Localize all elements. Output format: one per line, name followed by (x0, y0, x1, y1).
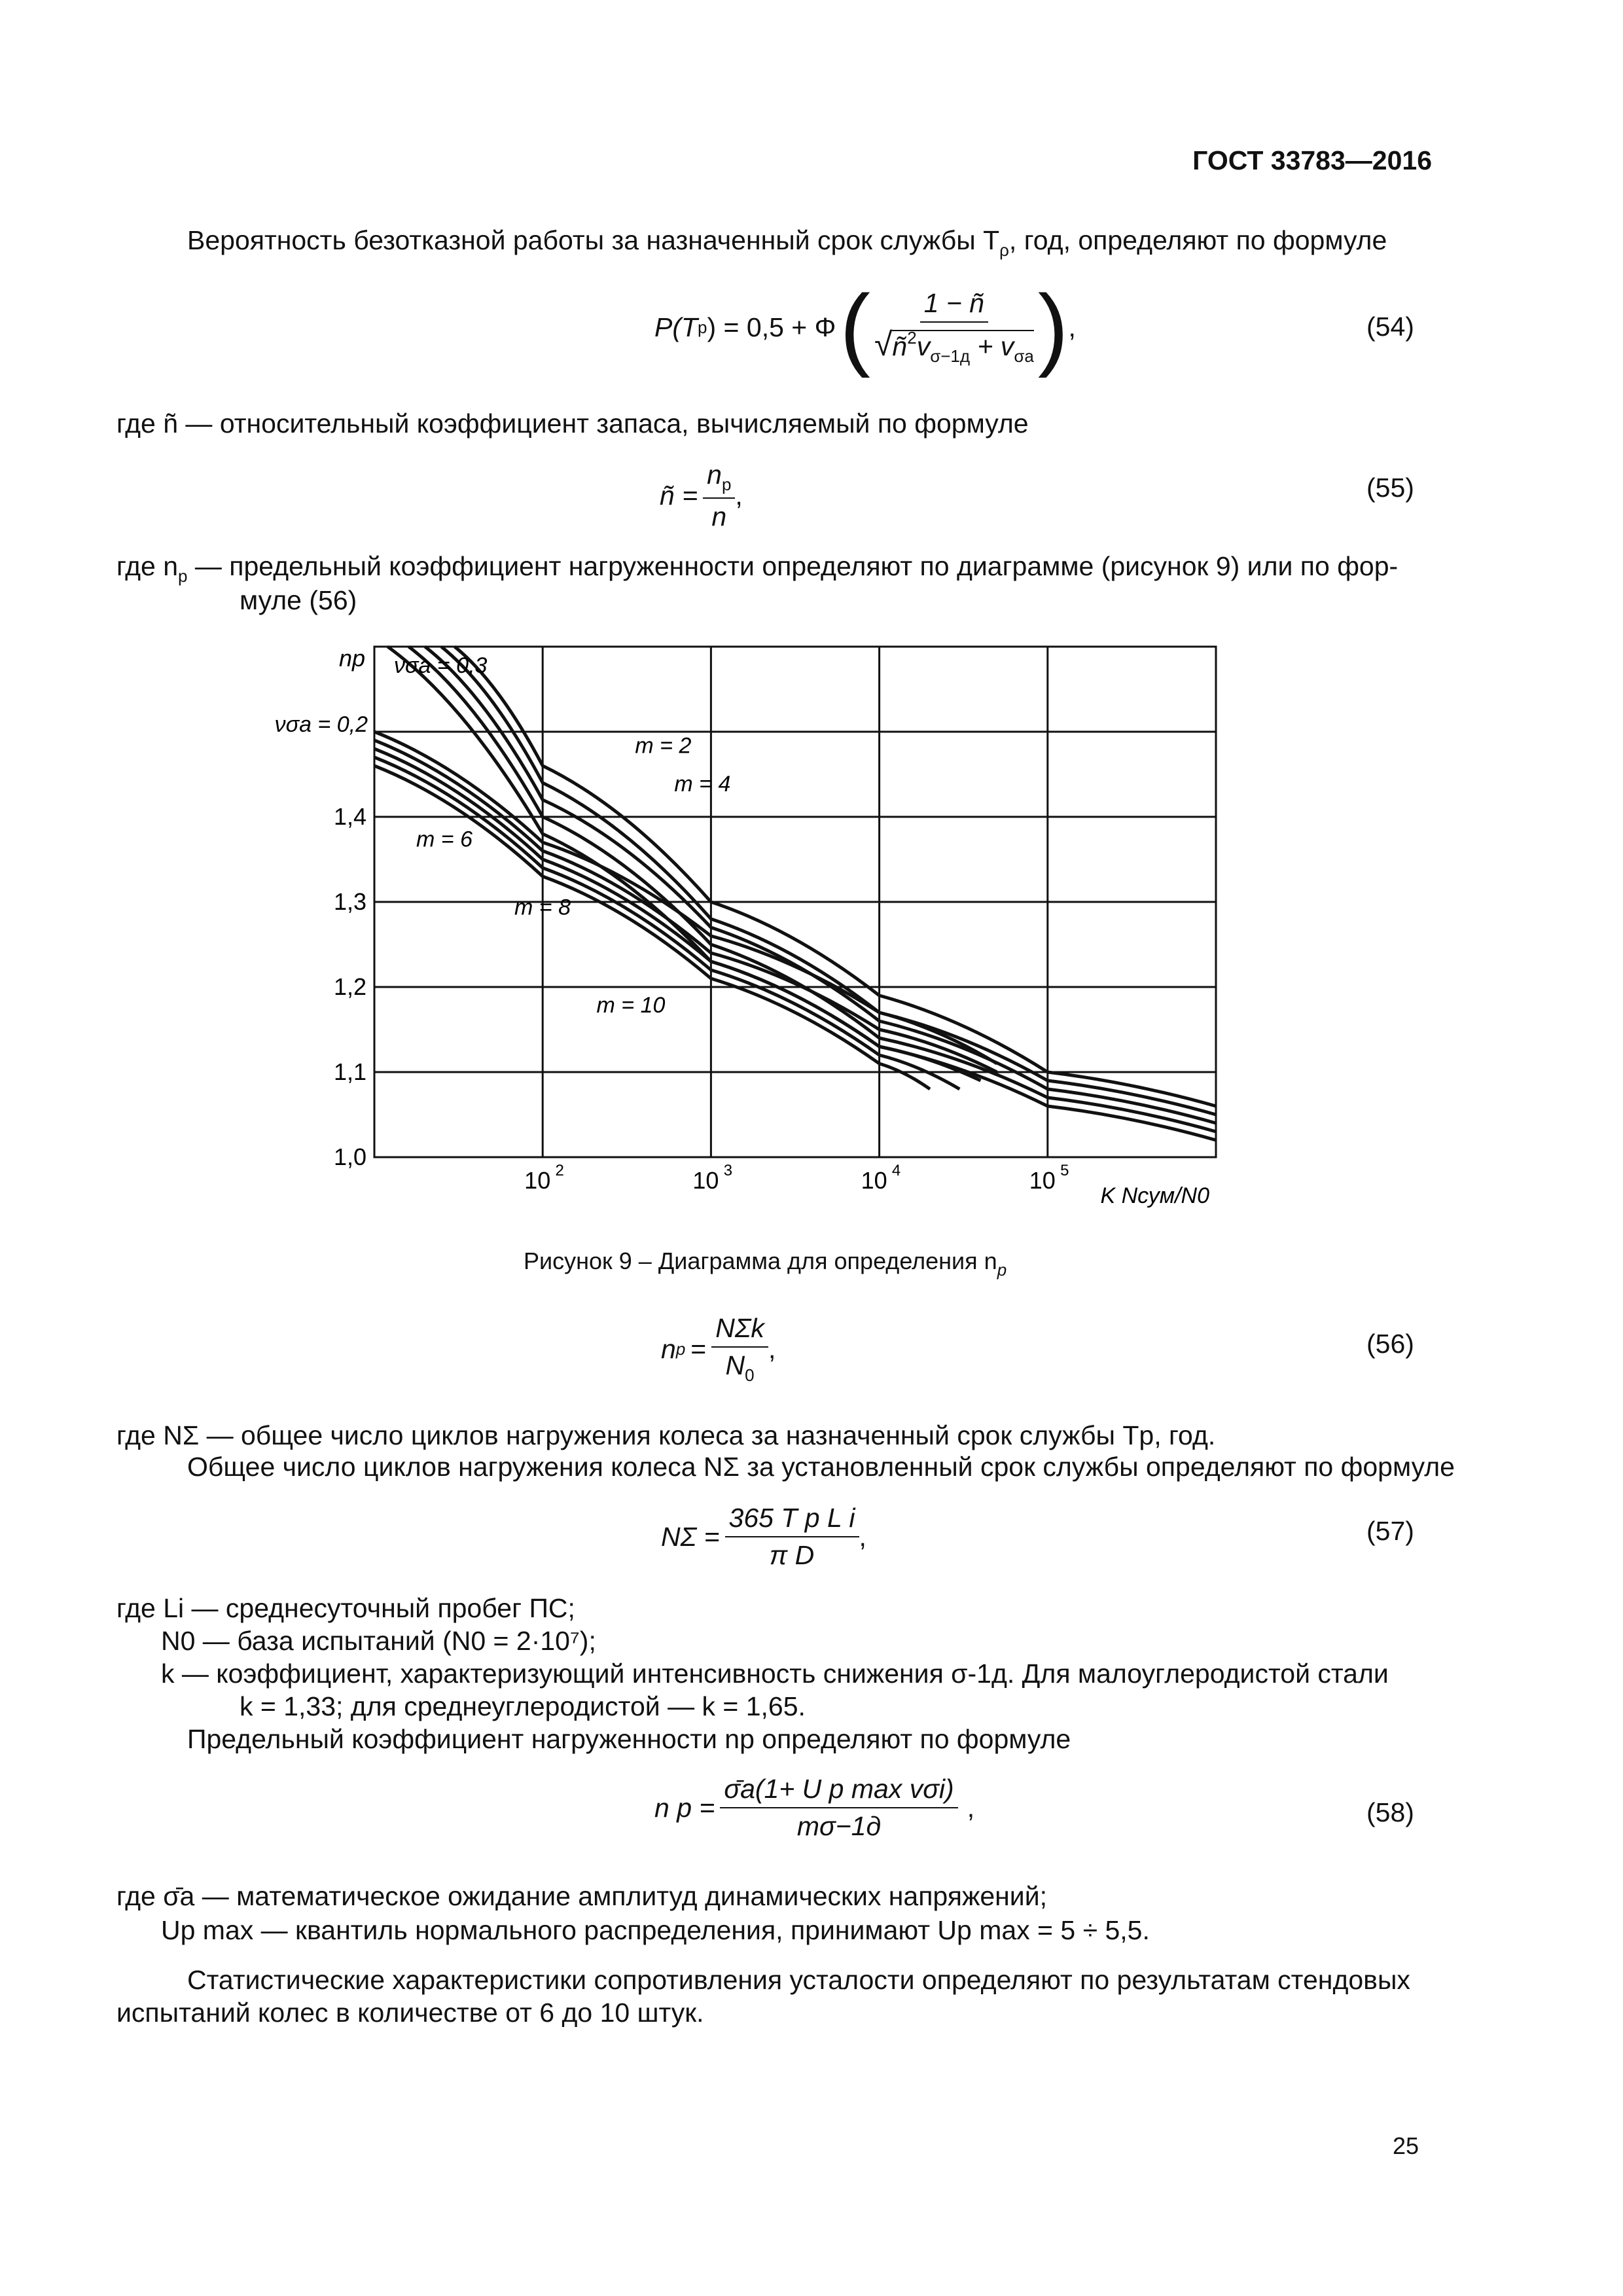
equation-57: NΣ = $\frac{\text{365 T p L i}}{\text{π D}}$ , (661, 1503, 866, 1570)
eq58-denominator: mσ−1д (796, 1811, 882, 1841)
eq55-number: (55) (1366, 473, 1414, 503)
chart-annotation: νσа = 0,2 (274, 712, 368, 737)
figure-caption (524, 1247, 1007, 1280)
eq54-paren-left: ( (840, 276, 870, 378)
paragraph-intro (187, 224, 1387, 266)
eq56-lhs: n (661, 1334, 676, 1364)
eq55-lhs: ñ = (660, 480, 698, 511)
eq55-fraction (703, 459, 735, 532)
eq57-numerator: 365 T p L i (725, 1503, 859, 1537)
x-tick-label: 10 (1029, 1167, 1056, 1194)
chart-annotation: m = 10 (596, 993, 666, 1018)
para1-tail: , год, определяют по формуле (1008, 225, 1387, 255)
where-ntilde: где ñ — относительный коэффициент запаса, вычисляемый по формуле (116, 408, 1029, 439)
eq54-lhs: P(T (654, 312, 698, 342)
eq54-numerator: 1 − ñ (920, 288, 988, 323)
eq57-number: (57) (1366, 1516, 1414, 1546)
eq56-numerator: NΣk (711, 1313, 768, 1348)
eq54-den-b-sub: σ−1д (930, 346, 971, 366)
x-tick-label: 10 (861, 1167, 887, 1194)
curve-1 (455, 647, 1216, 1106)
para1-sub: ρ (999, 240, 1009, 260)
x-tick-exponent: 4 (891, 1162, 901, 1179)
eq57-fraction (725, 1503, 859, 1571)
chart-annotation: νσа = 0,3 (394, 653, 488, 678)
caption-text: Рисунок 9 – Диаграмма для определения n (524, 1247, 997, 1274)
where-li: где Li — среднесуточный пробег ПС; (116, 1593, 575, 1623)
eq54-den-b: v (916, 331, 931, 361)
chart-annotation: m = 8 (514, 895, 571, 920)
paragraph-nsigma: Общее число циклов нагружения колеса NΣ за установленный срок службы определяют по формуле (187, 1452, 1455, 1482)
chart-curves (374, 647, 1216, 1140)
where2-sub: р (178, 566, 188, 586)
x-tick-exponent: 5 (1060, 1162, 1069, 1179)
where-nsigma: где NΣ — общее число циклов нагружения колеса за назначенный срок службы Tр, год. (116, 1420, 1216, 1450)
eq57-lhs: NΣ = (661, 1521, 720, 1552)
eq54-lhs-tail: ) = 0,5 + Φ (707, 312, 836, 342)
eq55-num: n (707, 459, 722, 490)
eq56-den-sub: 0 (745, 1365, 755, 1385)
eq56-number: (56) (1366, 1329, 1414, 1359)
x-tick-label: 10 (692, 1167, 719, 1194)
eq54-fraction (870, 288, 1038, 367)
curve-9 (374, 757, 959, 1089)
chart-annotation: m = 2 (635, 733, 692, 759)
paragraph-fatigue: Статистические характеристики сопротивления усталости определяют по результатам стендовых (187, 1965, 1410, 1995)
eq54-den-c: + v (977, 331, 1014, 361)
eq56-denominator (722, 1348, 758, 1386)
figure-9-chart (274, 635, 1250, 1237)
eq58-fraction (720, 1774, 957, 1842)
eq55-denominator: n (711, 501, 727, 531)
equation-55: ñ = $\frac{n_р}{n}$ , (660, 459, 743, 531)
document-header: ГОСТ 33783—2016 (1192, 145, 1432, 175)
eq54-paren-right: ) (1037, 276, 1069, 378)
x-axis-label: K Nсум/N0 (1100, 1183, 1209, 1208)
eq56-lhs-sub: p (675, 1339, 686, 1359)
chart-grid (374, 647, 1216, 1157)
curve-10 (374, 766, 930, 1089)
where-n0: N0 — база испытаний (N0 = 2·10⁷); (161, 1626, 596, 1656)
eq54-denominator (870, 323, 1038, 367)
eq58-number: (58) (1366, 1797, 1414, 1827)
eq58-numerator: σ̄a(1+ U p max vσi) (720, 1774, 957, 1808)
y-tick-label: 1,4 (333, 803, 366, 830)
caption-sub: р (997, 1260, 1007, 1280)
eq54-den-c-sub: σа (1014, 346, 1034, 366)
sqrt-icon: √ (874, 326, 893, 363)
chart-annotation: m = 6 (416, 827, 473, 852)
eq56-fraction (711, 1313, 768, 1386)
eq57-denominator: π D (769, 1540, 815, 1570)
curve-4 (408, 647, 1216, 1132)
paragraph-np: Предельный коэффициент нагруженности np определяют по формуле (187, 1724, 1071, 1754)
where-sigma-a: где σ̄a — математическое ожидание амплитуд динамических напряжений; (116, 1881, 1048, 1911)
equation-54: P(T р ) = 0,5 + Φ ( $\frac{1 - ñ}{√ñ^2v_{\sigma-1д} + v_{\sigma а}}$ ) , (654, 276, 1076, 378)
chart-annotation: m = 4 (674, 772, 731, 797)
y-tick-label: 1,0 (333, 1143, 366, 1170)
curve-5 (387, 647, 1216, 1140)
paragraph-fatigue-cont: испытаний колес в количестве от 6 до 10 штук. (116, 1998, 704, 2028)
eq56-den: N (725, 1350, 745, 1380)
eq54-den-a: ñ (892, 331, 908, 361)
where-np-cont: муле (56) (240, 585, 357, 615)
eq55-numerator (703, 459, 735, 499)
where-k-cont: k = 1,33; для среднеуглеродистой — k = 1,65. (240, 1691, 806, 1721)
x-tick-exponent: 3 (723, 1162, 733, 1179)
y-tick-label: 1,1 (333, 1058, 366, 1085)
y-tick-label: 1,2 (333, 973, 366, 1000)
equation-58: n p = $\frac{\text{σ̄a(1+ U p max vσi)}}{m\sigma-1д}$ , (654, 1774, 975, 1841)
page-number: 25 (1393, 2132, 1419, 2159)
y-tick-label: 1,3 (333, 888, 366, 915)
eq58-lhs: n p = (654, 1792, 715, 1823)
where2-a: где n (116, 551, 179, 581)
eq54-number: (54) (1366, 312, 1414, 342)
equation-56: n p = $\frac{\text{NΣk}}{N_0}$ , (661, 1313, 776, 1385)
curve-3 (425, 647, 1216, 1123)
eq54-radicand: $ñ^2v_{\sigma-1д} + v_{\sigma а}$ (892, 328, 1034, 366)
eq54-lhs-sub: р (698, 317, 707, 337)
eq55-num-sub: р (721, 475, 732, 494)
where2-b: — предельный коэффициент нагруженности определяют по диаграмме (рисунок 9) или по фор- (187, 551, 1399, 581)
x-tick-exponent: 2 (555, 1162, 564, 1179)
where-k: k — коэффициент, характеризующий интенсивность снижения σ-1д. Для малоуглеродистой стали (161, 1659, 1389, 1689)
y-axis-label: nр (338, 645, 365, 672)
para1-text: Вероятность безотказной работы за назначенный срок службы T (187, 225, 1000, 255)
where-up-max: Up max — квантиль нормального распределения, принимают Up max = 5 ÷ 5,5. (161, 1915, 1150, 1945)
x-tick-label: 10 (524, 1167, 551, 1194)
